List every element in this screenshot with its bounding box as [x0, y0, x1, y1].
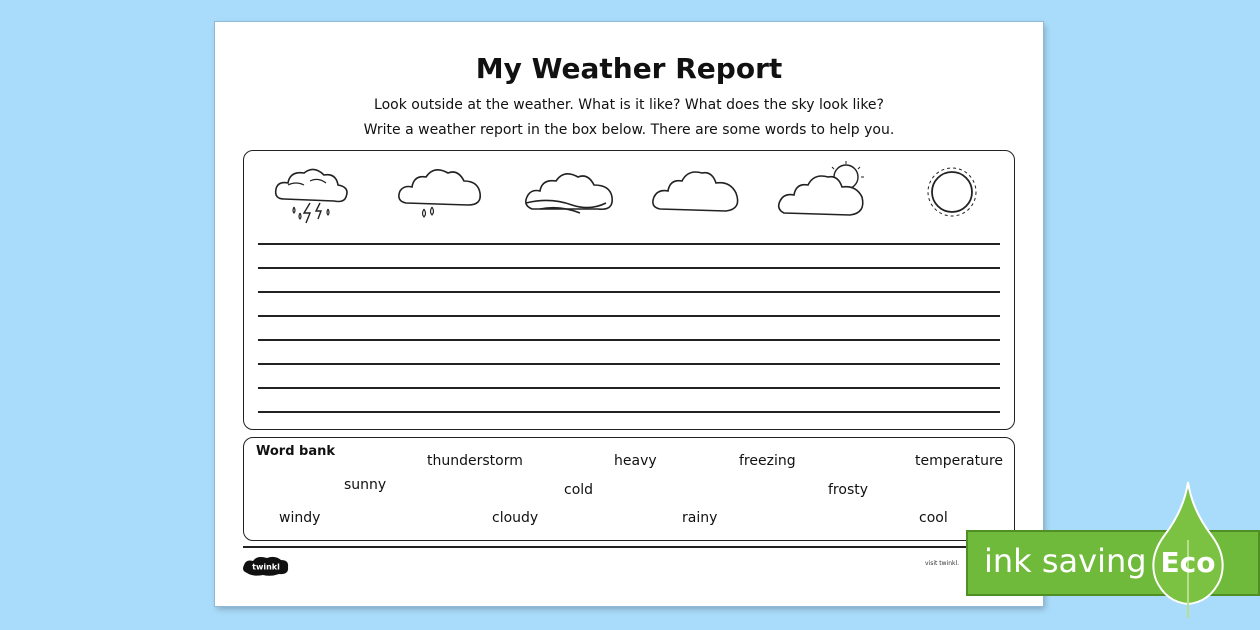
ink-saving-text: ink saving: [984, 542, 1147, 580]
instruction-line-1: Look outside at the weather. What is it like? What does the sky look like?: [374, 97, 884, 113]
weather-icons-row: [244, 159, 1014, 229]
word-bank-word: cool: [919, 510, 948, 526]
thunderstorm-cloud-icon: [270, 159, 354, 225]
twinkl-logo-icon: [241, 555, 291, 577]
writing-line: [258, 387, 1000, 389]
worksheet-title: My Weather Report: [475, 52, 783, 85]
word-bank-word: thunderstorm: [427, 453, 523, 469]
word-bank-word: heavy: [614, 453, 657, 469]
word-bank-box: [243, 437, 1015, 541]
windy-cloud-icon: [520, 159, 620, 225]
instruction-line-2: Write a weather report in the box below. There are some words to help you.: [363, 122, 895, 138]
writing-line: [258, 243, 1000, 245]
writing-line: [258, 291, 1000, 293]
eco-leaf-drop-icon: [1146, 480, 1230, 620]
writing-line: [258, 411, 1000, 413]
writing-lines: [258, 243, 1000, 435]
rain-cloud-icon: [394, 159, 486, 225]
word-bank-word: sunny: [344, 477, 387, 493]
writing-line: [258, 267, 1000, 269]
worksheet-page: [215, 22, 1043, 606]
visit-text: visit twinkl.: [925, 560, 960, 567]
writing-line: [258, 363, 1000, 365]
word-bank-word: windy: [279, 510, 321, 526]
word-bank-word: temperature: [915, 453, 1003, 469]
word-bank-word: cold: [564, 482, 594, 498]
word-bank-word: frosty: [828, 482, 869, 498]
writing-line: [258, 339, 1000, 341]
writing-line: [258, 315, 1000, 317]
sun-icon: [920, 159, 984, 225]
word-bank-word: rainy: [682, 510, 718, 526]
partly-sunny-cloud-icon: [774, 159, 870, 225]
eco-label: Eco: [1160, 546, 1216, 579]
weather-report-box: [243, 150, 1015, 430]
word-bank-word: freezing: [739, 453, 796, 469]
logo-text: twinkl: [252, 562, 280, 572]
footer-divider: [243, 546, 1015, 548]
cloud-icon: [648, 159, 744, 225]
word-bank-word: cloudy: [492, 510, 539, 526]
word-bank-label: Word bank: [256, 444, 336, 459]
